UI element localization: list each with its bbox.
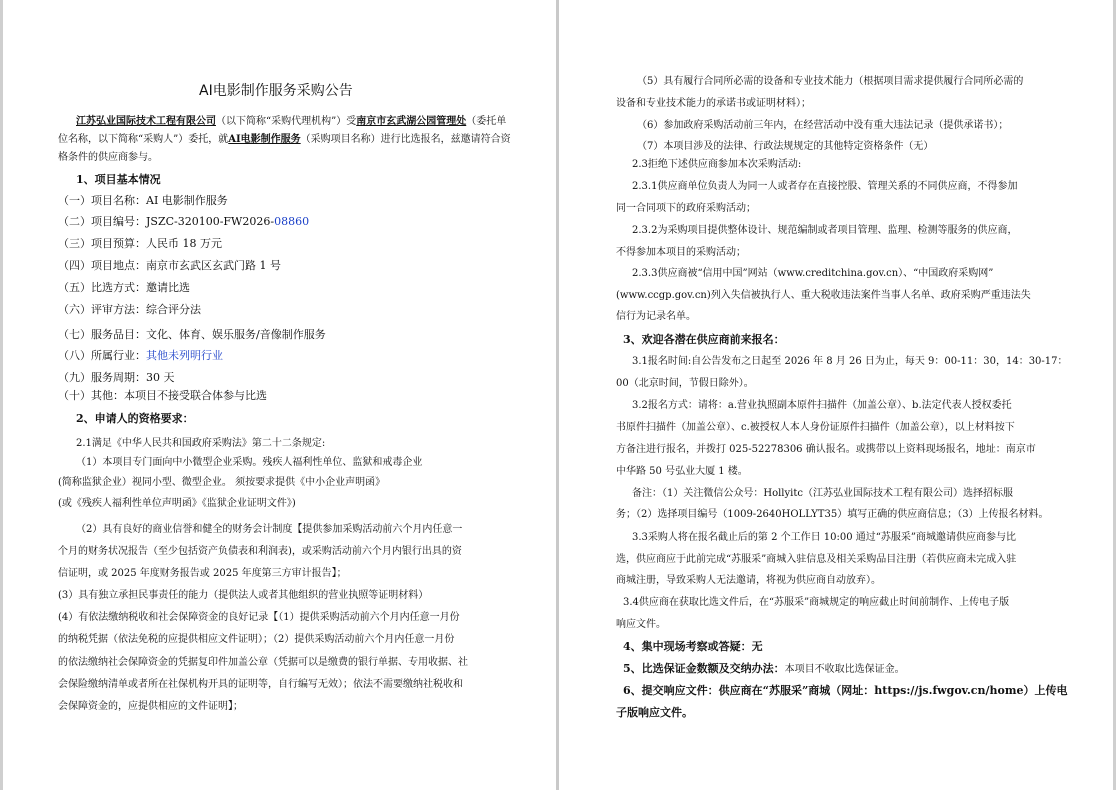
qual-line: 2.3拒绝下述供应商参加本次采购活动: — [632, 159, 802, 170]
basic-item-name: （一）项目名称：AI 电影制作服务 — [58, 194, 228, 207]
registration-line: 商城注册，导致采购人无法邀请，将视为供应商自动放弃）。 — [616, 575, 881, 586]
intro-line-1: 江苏弘业国际技术工程有限公司（以下简称“采购代理机构”）受南京市玄武湖公园管理处（委托单 — [76, 116, 507, 127]
qual-line: 信行为记录名单。 — [616, 311, 696, 322]
s2-line: (3）具有独立承担民事责任的能力（提供法人或者其他组织的营业执照等证明材料） — [58, 590, 429, 601]
section-5-line: 5、比选保证金数额及交纳办法：本项目不收取比选保证金。 — [623, 662, 905, 675]
basic-item-method: （五）比选方式：邀请比选 — [58, 281, 190, 294]
basic-item-review: （六）评审方法：综合评分法 — [58, 303, 201, 316]
s2-line: 的纳税凭据（依法免税的应提供相应文件证明）；（2）提供采购活动前六个月内任意一月份 — [58, 634, 455, 645]
s2-line: 个月的财务状况报告（至少包括资产负债表和利润表)，或采购活动前六个月内银行出具的资 — [58, 546, 462, 557]
s2-line: 会保障资金的，应提供相应的文件证明】； — [58, 701, 243, 712]
s2-line: 信证明，或 2025 年度财务报告或 2025 年度第三方审计报告】； — [58, 568, 347, 579]
basic-item-location: （四）项目地点：南京市玄武区玄武门路 1 号 — [58, 259, 281, 272]
s2-line: （1）本项目专门面向中小微型企业采购。残疾人福利性单位、监狱和戒毒企业 — [76, 457, 423, 468]
qual-line: 设备和专业技术能力的承诺书或证明材料）； — [616, 98, 811, 109]
basic-item-period: （九）服务周期：30 天 — [58, 371, 175, 384]
qual-line: （7）本项目涉及的法律、行政法规规定的其他特定资格条件（无） — [637, 141, 934, 152]
registration-line: 3.3采购人将在报名截止后的第 2 个工作日 10:00 通过“苏服采”商城邀请供应商参与比 — [632, 532, 1017, 543]
basic-item-budget: （三）项目预算：人民币 18 万元 — [58, 237, 222, 250]
registration-line: 务；（2）选择项目编号（1009-2640HOLLYT35）填写正确的供应商信息；（3）上传报名材料。 — [616, 509, 1049, 520]
qual-line: (www.ccgp.gov.cn)列入失信被执行人、重大税收违法案件当事人名单、政府采购严重违法失 — [616, 290, 1031, 301]
qual-line: （6）参加政府采购活动前三年内，在经营活动中没有重大违法记录（提供承诺书）； — [637, 120, 1009, 131]
s2-line: (4）有依法缴纳税收和社会保障资金的良好记录【（1）提供采购活动前六个月内任意一月份 — [58, 612, 460, 623]
basic-item-category: （七）服务品目：文化、体育、娱乐服务/音像制作服务 — [58, 328, 326, 341]
section-6-line-1: 6、提交响应文件：供应商在“苏服采”商城（网址：https://js.fwgov.cn/home）上传电 — [623, 684, 1068, 697]
section-6-line-2: 子版响应文件。 — [616, 706, 693, 719]
qual-line: 同一合同项下的政府采购活动； — [616, 203, 756, 214]
page-title: AI电影制作服务采购公告 — [199, 83, 353, 99]
section-3-heading: 3、欢迎各潜在供应商前来报名： — [623, 333, 785, 346]
qual-line: 2.3.1供应商单位负责人为同一人或者存在直接控股、管理关系的不同供应商，不得参加 — [632, 181, 1018, 192]
section-2-heading: 2、申请人的资格要求： — [76, 412, 194, 425]
intro-line-3: 格条件的供应商参与。 — [58, 152, 158, 163]
document-page-right — [559, 0, 1113, 790]
s2-line: 2.1满足《中华人民共和国政府采购法》第二十二条规定: — [76, 438, 326, 449]
qual-line: （5）具有履行合同所必需的设备和专业技术能力（根据项目需求提供履行合同所必需的 — [637, 76, 1024, 87]
qual-line: 2.3.3供应商被“信用中国”网站（www.creditchina.gov.cn）、“中国政府采购网” — [632, 268, 994, 279]
s2-line: 会保险缴纳清单或者所在社保机构开具的证明等，自行编写无效）；依法不需要缴纳社税收和 — [58, 679, 463, 690]
basic-item-number: （二）项目编号：JSZC-320100-FW2026-08860 — [58, 215, 310, 228]
registration-line: 方备注进行报名，并拨打 025-52278306 确认报名。或携带以上资料现场报名，地址：南京市 — [616, 444, 1036, 455]
document-page-left — [3, 0, 556, 790]
s2-line: (简称监狱企业）视同小型、微型企业。 须按要求提供《中小企业声明函》 — [58, 477, 386, 488]
s2-line: （2）具有良好的商业信誉和健全的财务会计制度【提供参加采购活动前六个月内任意一 — [76, 524, 463, 535]
s2-line: (或《残疾人福利性单位声明函》《监狱企业证明文件》) — [58, 498, 296, 509]
registration-line: 备注：（1）关注微信公众号：Hollyitc（江苏弘业国际技术工程有限公司）选择招标服 — [632, 488, 1013, 499]
section-4-heading: 4、集中现场考察或答疑：无 — [623, 640, 763, 653]
registration-line: 3.4供应商在获取比选文件后，在“苏服采”商城规定的响应截止时间前制作、上传电子版 — [623, 597, 1010, 608]
basic-item-industry: （八）所属行业：其他未列明行业 — [58, 349, 223, 362]
registration-line: 3.2报名方式：请将：a.营业执照副本原件扫描件（加盖公章）、b.法定代表人授权委托 — [632, 400, 1012, 411]
qual-line: 2.3.2为采购项目提供整体设计、规范编制或者项目管理、监理、检测等服务的供应商， — [632, 225, 1018, 236]
registration-line: 响应文件。 — [616, 619, 666, 630]
basic-item-other: （十）其他：本项目不接受联合体参与比选 — [58, 389, 267, 402]
section-1-heading: 1、项目基本情况 — [76, 173, 161, 186]
registration-line: 00（北京时间，节假日除外）。 — [616, 378, 754, 389]
registration-line: 选，供应商应于此前完成“苏服采”商城入驻信息及相关采购品目注册（若供应商未完成入驻 — [616, 554, 1017, 565]
intro-line-2: 位名称，以下简称“采购人”）委托，就AI电影制作服务（采购项目名称）进行比选报名，兹邀请符合资 — [58, 134, 511, 145]
registration-line: 书原件扫描件（加盖公章）、c.被授权人本人身份证原件扫描件（加盖公章），以上材料按下 — [616, 422, 1015, 433]
registration-line: 中华路 50 号弘业大厦 1 楼。 — [616, 466, 748, 477]
qual-line: 不得参加本项目的采购活动； — [616, 247, 746, 258]
s2-line: 的依法缴纳社会保障资金的凭据复印件加盖公章（凭据可以是缴费的银行单据、专用收据、社 — [58, 657, 468, 668]
registration-line: 3.1报名时间:自公告发布之日起至 2026 年 8 月 26 日为止，每天 9：00-11：30，14：30-17： — [632, 356, 1068, 367]
